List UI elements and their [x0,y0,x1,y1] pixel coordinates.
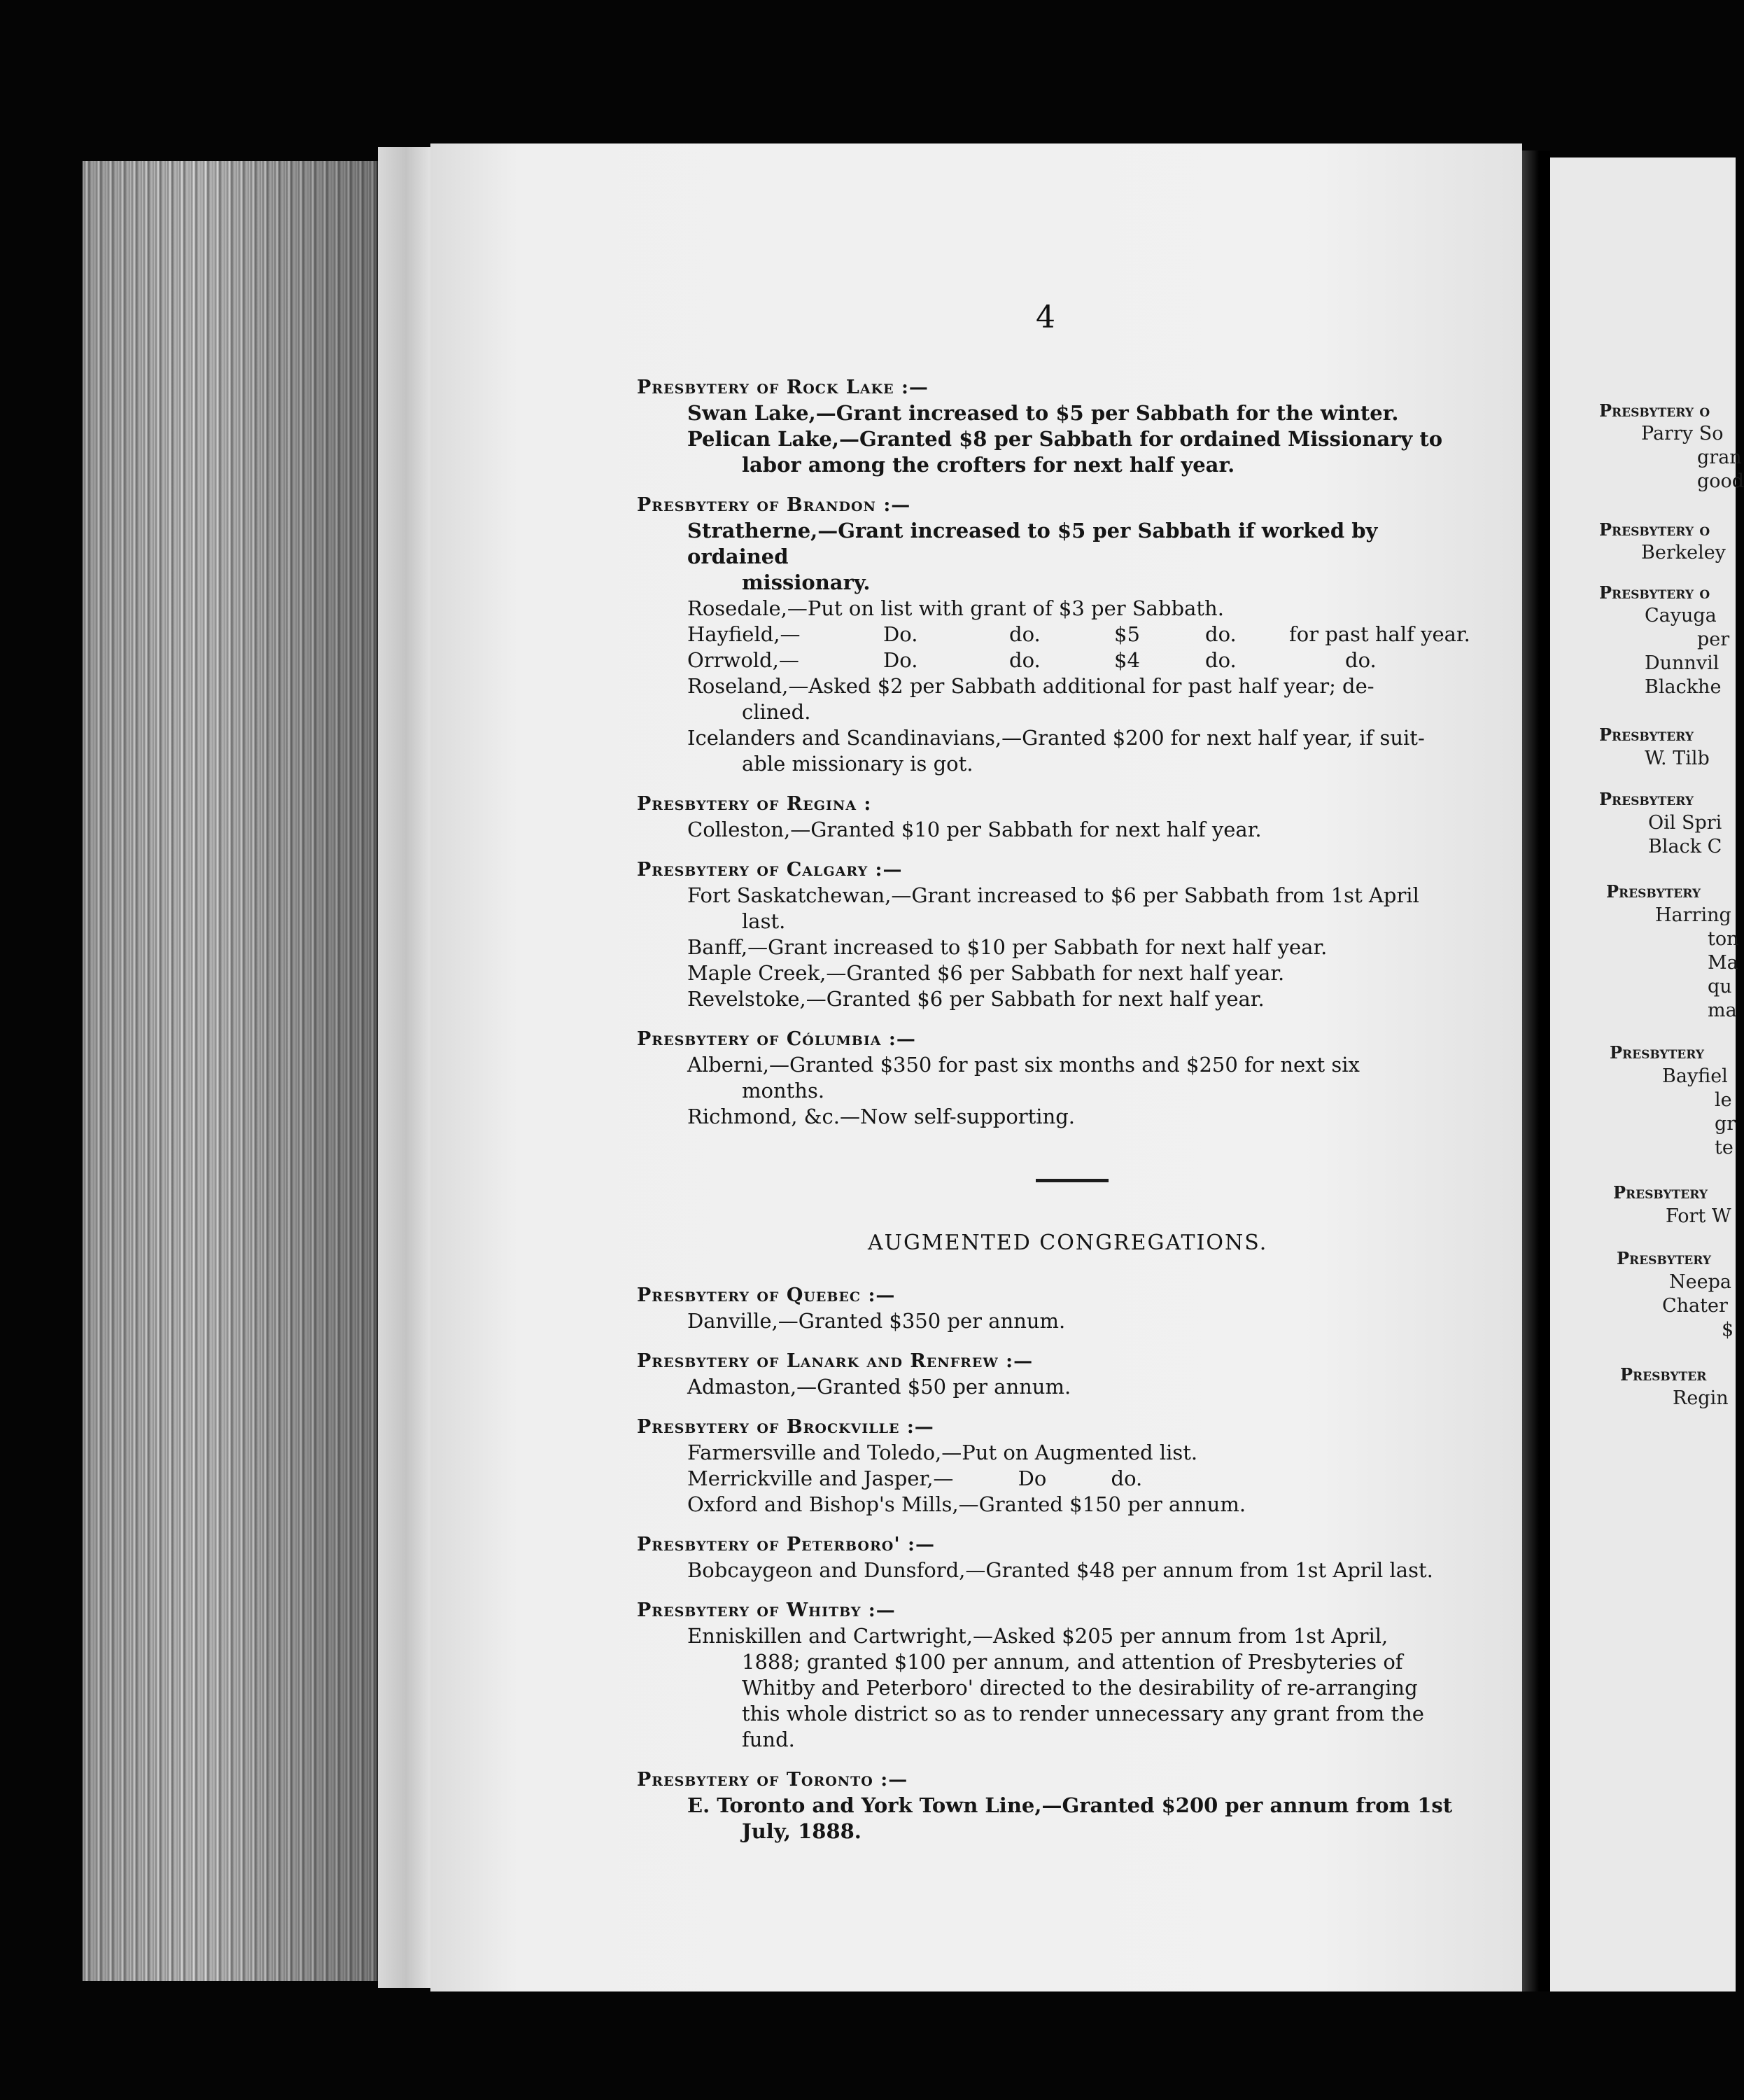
fragment-text: Fort W [1666,1205,1731,1227]
fragment-text: Parry So [1641,423,1724,444]
fragment-text: Ma [1708,952,1738,974]
section-brandon [637,492,1484,777]
section-divider [1036,1179,1109,1182]
augmented-title: AUGMENTED CONGREGATIONS. [868,1231,1268,1255]
fragment-text: ma [1708,1000,1737,1021]
row-ditto: Do. [883,648,918,672]
fragment-text: W. Tilb [1645,748,1710,769]
row-ditto: do. [1205,648,1237,672]
section-regina [637,791,1484,843]
entry-continuation: 1888; granted $100 per annum, and attention of Presbyteries of [742,1650,1403,1674]
fragment-heading: Presbytery [1599,789,1694,809]
book-edge-shading [83,161,377,1981]
entry-line: Maple Creek,—Granted $6 per Sabbath for next half year. [687,961,1285,985]
fragment-text: per [1697,629,1730,650]
fragment-text: qu [1708,976,1732,997]
fragment-text: good [1697,470,1744,492]
section-heading: Presbytery of Rock Lake :— [637,377,929,398]
facing-page-cropped [1550,158,1744,1991]
entry-continuation: able missionary is got. [742,752,973,776]
section-heading: Presbytery of Lanark and Renfrew :— [637,1350,1034,1372]
fragment-text: Harring [1655,904,1731,926]
fragment-heading: Presbytery o [1599,400,1710,421]
row-amount: $5 [1114,622,1140,646]
book-spine [1522,150,1550,1991]
page-content [637,374,1484,1858]
fragment-text: Berkeley [1641,542,1726,564]
section-brockville [637,1414,1484,1518]
fragment-heading: Presbytery [1613,1182,1708,1203]
entry-line: Admaston,—Granted $50 per annum. [687,1375,1071,1399]
entry-line: Oxford and Bishop's Mills,—Granted $150 per annum. [687,1492,1246,1516]
entry-line: Icelanders and Scandinavians,—Granted $200 for next half year, if suit- [687,726,1425,750]
entry-line: Enniskillen and Cartwright,—Asked $205 per annum from 1st April, [687,1624,1388,1648]
row-ditto: Do. [883,622,918,646]
fragment-heading: Presbytery [1599,724,1694,745]
fragment-heading: Presbyter [1620,1364,1707,1385]
section-heading: Presbytery of Whitby :— [637,1600,896,1621]
fragment-text: Dunnvil [1645,652,1720,674]
entry-continuation: months. [742,1079,825,1102]
section-heading: Presbytery of Brandon :— [637,494,911,516]
section-heading: Presbytery of Calgary :— [637,859,903,881]
row-note: do. [1345,648,1377,672]
section-heading: Presbytery of Quebec :— [637,1284,896,1306]
fragment-text: Chater [1662,1295,1728,1317]
entry-line: Richmond, &c.—Now self-supporting. [687,1105,1076,1128]
section-heading: Presbytery of Toronto :— [637,1769,908,1791]
fragment-text: Regin [1673,1387,1729,1409]
entry-line: Roseland,—Asked $2 per Sabbath additional for past half year; de- [687,674,1374,698]
entry-continuation: clined. [742,700,811,724]
fragment-text: le [1715,1089,1732,1111]
fragment-text: te [1715,1137,1734,1158]
page-number: 4 [1036,300,1055,335]
fragment-text: Cayuga [1645,605,1717,626]
row-note: for past half year. [1289,622,1470,646]
fragment-text: Oil Spri [1648,812,1722,834]
fragment-text: Bayfiel [1662,1065,1728,1087]
entry-continuation: last. [742,909,786,933]
entry-line: Farmersville and Toledo,—Put on Augmented list. [687,1441,1198,1464]
fragment-text: $ [1722,1319,1734,1340]
fragment-heading: Presbytery o [1599,519,1710,540]
ditto-row [637,622,1484,648]
entry-line: Bobcaygeon and Dunsford,—Granted $48 per annum from 1st April last. [687,1558,1433,1582]
entry-continuation: July, 1888. [742,1819,862,1843]
fragment-heading: Presbytery [1610,1042,1704,1063]
row-ditto: do. [1009,622,1041,646]
section-whitby [637,1597,1484,1753]
entry-line: Rosedale,—Put on list with grant of $3 per Sabbath. [687,596,1224,620]
row-ditto: do. [1205,622,1237,646]
fragment-text: Blackhe [1645,676,1722,698]
section-heading: Presbytery of Brockville :— [637,1416,934,1438]
fragment-text: gr [1715,1113,1736,1135]
section-peterboro [637,1532,1484,1583]
entry-line: Merrickville and Jasper,— Do do. [687,1466,1143,1490]
entry-line: Swan Lake,—Grant increased to $5 per Sabbath for the winter. [687,401,1399,425]
fragment-heading: Presbytery [1617,1248,1711,1268]
entry-line: Danville,—Granted $350 per annum. [687,1309,1066,1333]
ditto-row [637,648,1484,673]
entry-continuation: this whole district so as to render unnecessary any grant from the [742,1702,1424,1726]
entry-continuation: Whitby and Peterboro' directed to the desirability of re-arranging [742,1676,1418,1700]
fragment-text: Black C [1648,836,1722,858]
section-quebec [637,1282,1484,1334]
entry-line: Alberni,—Granted $350 for past six months and $250 for next six [687,1053,1360,1077]
row-ditto: do. [1009,648,1041,672]
section-heading: Presbytery of Regina : [637,793,872,815]
row-place: Hayfield,— [687,622,801,646]
section-rock-lake [637,374,1484,478]
fragment-heading: Presbytery [1606,881,1701,902]
entry-continuation: labor among the crofters for next half year. [742,453,1235,477]
section-toronto [637,1767,1484,1844]
section-lanark-renfrew [637,1348,1484,1400]
entry-line: Banff,—Grant increased to $10 per Sabbath for next half year. [687,935,1328,959]
fragment-text: Neepa [1669,1271,1731,1293]
entry-continuation: fund. [742,1728,795,1751]
section-calgary [637,857,1484,1012]
section-heading: Presbytery of Cólumbia :— [637,1028,916,1050]
entry-line: Stratherne,—Grant increased to $5 per Sabbath if worked by ordained [687,519,1378,568]
entry-line: E. Toronto and York Town Line,—Granted $200 per annum from 1st [687,1793,1453,1817]
fragment-heading: Presbytery o [1599,582,1710,603]
entry-line: Pelican Lake,—Granted $8 per Sabbath for ordained Missionary to [687,427,1443,451]
fragment-text: gran [1697,447,1742,468]
section-columbia [637,1026,1484,1130]
row-amount: $4 [1114,648,1140,672]
fragment-text: ton [1708,928,1739,950]
entry-line: Fort Saskatchewan,—Grant increased to $6 per Sabbath from 1st April [687,883,1419,907]
section-heading: Presbytery of Peterboro' :— [637,1534,935,1555]
entry-line: Colleston,—Granted $10 per Sabbath for next half year. [687,818,1262,841]
page-gutter [378,147,434,1988]
entry-continuation: missionary. [742,570,871,594]
entry-line: Revelstoke,—Granted $6 per Sabbath for next half year. [687,987,1265,1011]
row-place: Orrwold,— [687,648,799,672]
